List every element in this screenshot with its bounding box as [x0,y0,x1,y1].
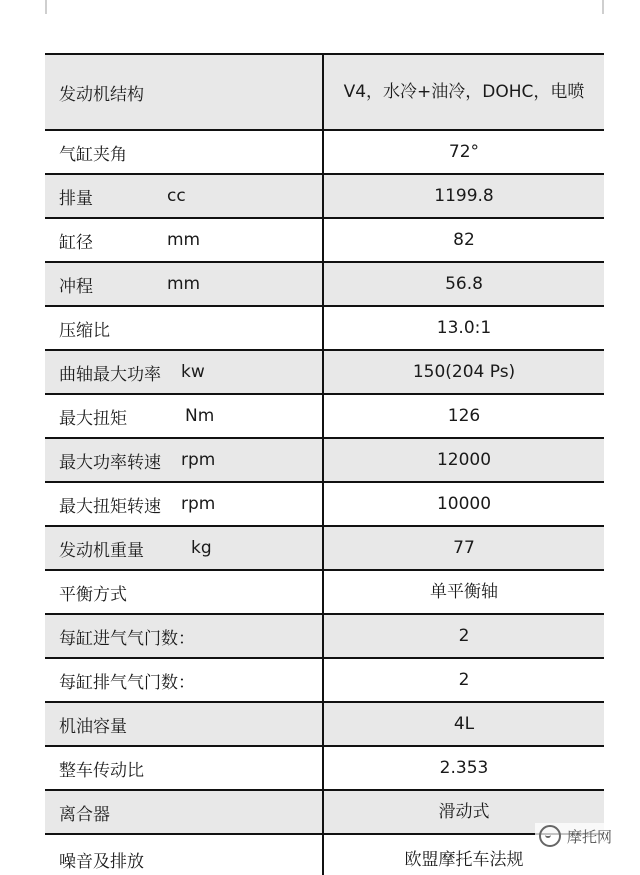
row-label: 冲程 [59,276,93,297]
row-unit: mm [167,230,201,250]
row-label-cell [45,571,324,613]
row-value-cell [324,747,604,789]
row-unit: rpm [181,494,216,514]
row-label: 排量 [59,188,93,209]
row-label: 机油容量 [59,716,127,737]
table-row [45,615,604,659]
table-row [45,835,604,875]
table-row [45,483,604,527]
row-label: 每缸进气气门数： [59,628,195,649]
table-row [45,791,604,835]
row-label-cell [45,835,324,875]
row-unit: rpm [181,450,216,470]
table-row [45,703,604,747]
row-label: 整车传动比 [59,760,144,781]
row-value: 1199.8 [434,185,494,206]
row-label: 发动机重量 [59,540,144,561]
row-label-cell [45,219,324,261]
row-value-cell [324,483,604,525]
top-rule-left [45,0,47,14]
row-label: 气缸夹角 [59,144,127,165]
row-label-cell [45,55,324,129]
row-value: 72° [448,141,480,162]
row-label-cell [45,703,324,745]
table-row [45,439,604,483]
table-row [45,527,604,571]
table-row [45,263,604,307]
row-label: 缸径 [59,232,93,253]
row-value: 126 [447,405,481,426]
row-value: 56.8 [445,273,483,294]
row-label-cell [45,395,324,437]
row-label: 噪音及排放 [59,852,144,872]
row-label: 平衡方式 [59,584,127,605]
row-value: 单平衡轴 [430,581,498,602]
row-value-cell [324,55,604,129]
row-value-cell [324,703,604,745]
row-unit: Nm [185,406,215,426]
row-label-cell [45,175,324,217]
table-row [45,219,604,263]
row-value-cell [324,615,604,657]
table-row [45,175,604,219]
row-label-cell [45,131,324,173]
row-value-cell [324,571,604,613]
table-row [45,307,604,351]
row-value: 82 [453,229,475,250]
row-value-cell [324,131,604,173]
row-label-cell [45,791,324,833]
table-row [45,659,604,703]
row-value-cell [324,659,604,701]
row-unit: cc [167,186,186,206]
row-value-cell [324,175,604,217]
row-label-cell [45,439,324,481]
watermark [535,823,616,849]
row-value: V4，水冷+油冷，DOHC，电喷 [343,81,585,102]
row-value: 10000 [436,493,492,514]
row-value: 滑动式 [438,801,490,822]
row-label-cell [45,527,324,569]
row-label: 最大扭矩 [59,408,127,429]
row-label: 压缩比 [59,320,110,341]
row-value: 77 [453,537,475,558]
row-value: 150(204 Ps) [412,361,516,382]
row-label-cell [45,483,324,525]
row-value-cell [324,351,604,393]
row-label-cell [45,263,324,305]
row-value-cell [324,219,604,261]
row-value: 2.353 [439,757,489,778]
row-unit: kg [191,538,212,558]
row-value: 12000 [436,449,492,470]
row-value-cell [324,395,604,437]
row-label: 曲轴最大功率 [59,364,161,385]
spec-table [45,53,604,875]
wechat-icon [539,825,561,847]
table-row [45,571,604,615]
watermark-text: 摩托网 [566,827,612,846]
row-value: 2 [458,669,470,690]
table-row [45,351,604,395]
row-label: 发动机结构 [59,84,144,105]
table-row [45,55,604,131]
top-rule-right [602,0,604,14]
row-value: 2 [458,625,470,646]
row-unit: mm [167,274,201,294]
row-label-cell [45,747,324,789]
row-unit: kw [181,362,205,382]
row-label: 每缸排气气门数： [59,672,195,693]
table-row [45,395,604,439]
row-label: 最大功率转速 [59,452,161,473]
row-value-cell [324,263,604,305]
row-value: 13.0:1 [436,317,492,338]
row-value-cell [324,307,604,349]
row-value: 4L [453,713,475,734]
row-label-cell [45,615,324,657]
row-value: 欧盟摩托车法规 [404,850,524,870]
row-value-cell [324,439,604,481]
table-row [45,747,604,791]
row-label: 最大扭矩转速 [59,496,161,517]
row-value-cell [324,527,604,569]
row-label-cell [45,307,324,349]
table-row [45,131,604,175]
row-label-cell [45,351,324,393]
row-label-cell [45,659,324,701]
row-label: 离合器 [59,804,110,825]
